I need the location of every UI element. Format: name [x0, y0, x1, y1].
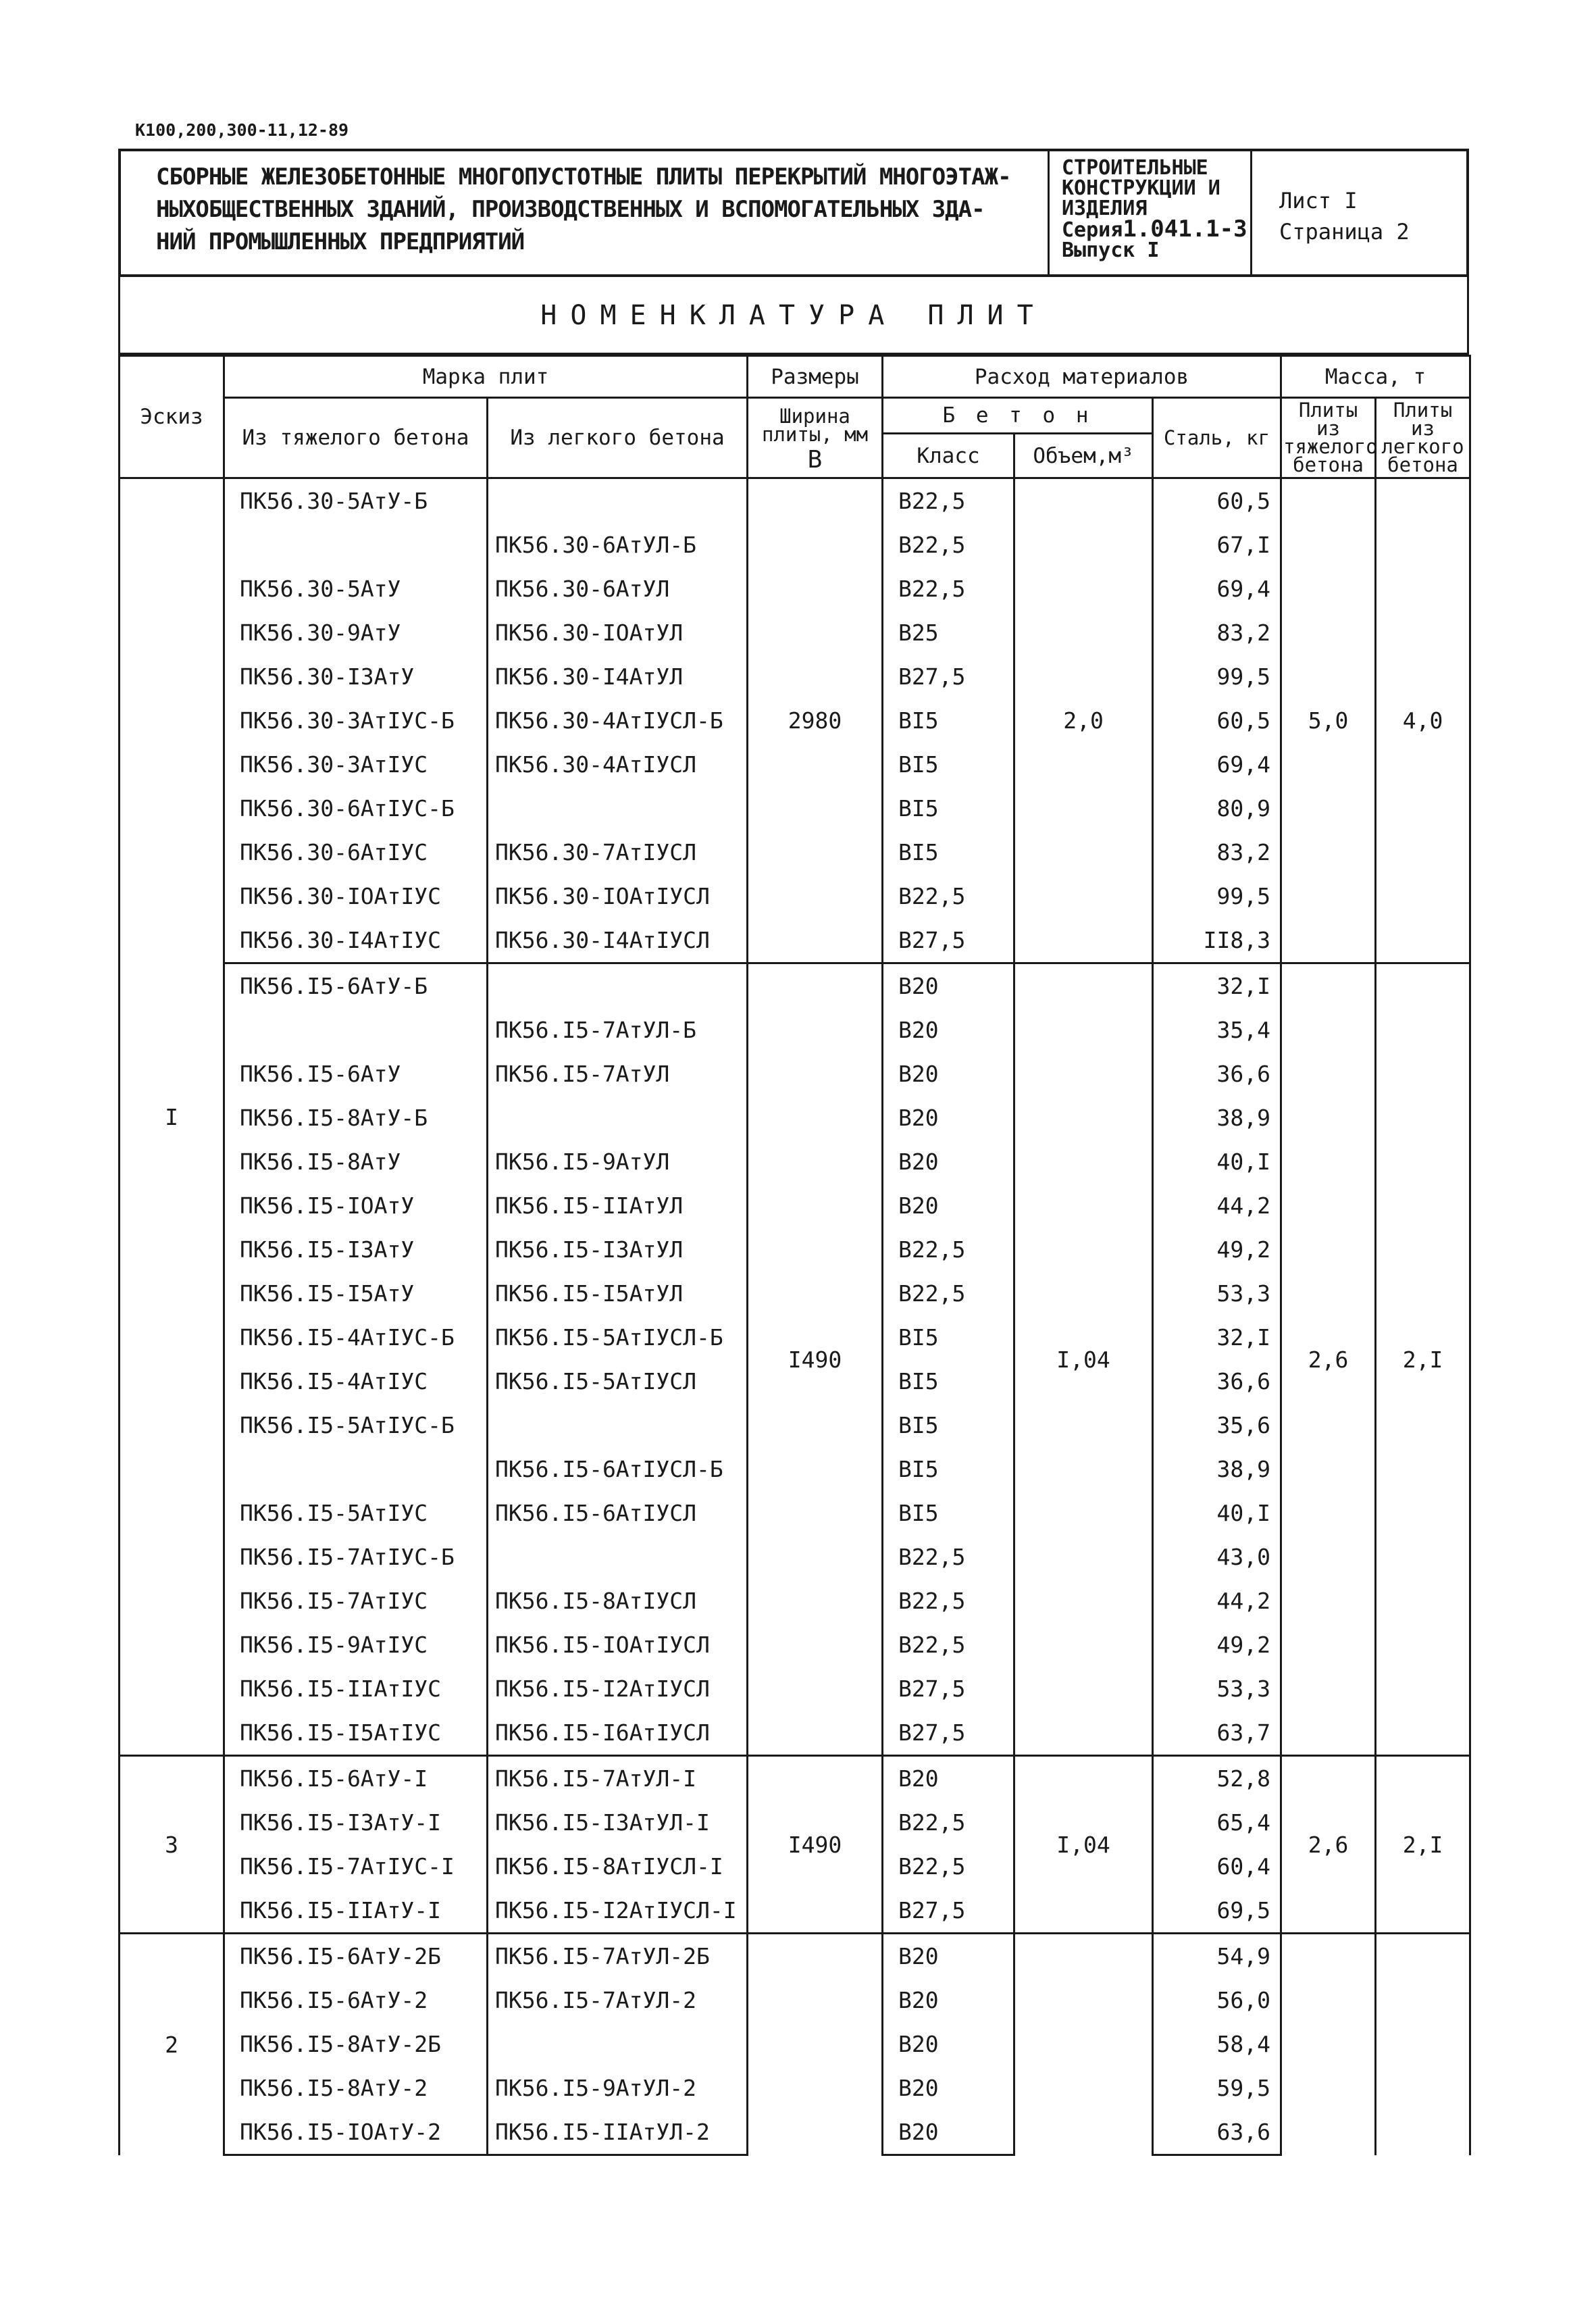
- volume-cell: [1014, 1934, 1153, 2155]
- col-sketch: Эскиз: [120, 356, 224, 478]
- light-mark-cell: [488, 1096, 748, 1140]
- col-volume: Объем,м³: [1014, 434, 1153, 478]
- class-cell: ВI5: [883, 786, 1014, 830]
- heavy-mark-cell: ПК56.I5-6АтУ: [224, 1052, 488, 1096]
- light-mark-cell: ПК56.I5-8АтIУСЛ-I: [488, 1844, 748, 1888]
- heavy-mark-cell: ПК56.I5-4АтIУС-Б: [224, 1315, 488, 1359]
- steel-cell: 49,2: [1153, 1623, 1281, 1667]
- class-cell: В20: [883, 2022, 1014, 2066]
- light-mark-cell: [488, 1403, 748, 1447]
- table-row: [120, 1934, 1470, 1979]
- light-mark-cell: ПК56.I5-I3АтУЛ: [488, 1228, 748, 1272]
- title-line: СБОРНЫЕ ЖЕЛЕЗОБЕТОННЫЕ МНОГОПУСТОТНЫЕ ПЛИТЫ ПЕРЕКРЫТИЙ МНОГОЭТАЖ-: [156, 164, 1011, 191]
- steel-cell: 99,5: [1153, 655, 1281, 699]
- class-cell: ВI5: [883, 1491, 1014, 1535]
- light-mark-cell: ПК56.I5-8АтIУСЛ: [488, 1579, 748, 1623]
- light-mark-cell: ПК56.I5-I6АтIУСЛ: [488, 1711, 748, 1756]
- light-mark-cell: ПК56.I5-6АтIУСЛ-Б: [488, 1447, 748, 1491]
- series-block: [1050, 151, 1252, 274]
- steel-cell: 44,2: [1153, 1579, 1281, 1623]
- page-number: Страница 2: [1279, 219, 1410, 245]
- class-cell: В27,5: [883, 655, 1014, 699]
- class-cell: В22,5: [883, 523, 1014, 567]
- light-mark-cell: [488, 2022, 748, 2066]
- steel-cell: 36,6: [1153, 1359, 1281, 1403]
- heavy-mark-cell: ПК56.30-5АтУ-Б: [224, 478, 488, 524]
- light-mark-cell: ПК56.I5-I5АтУЛ: [488, 1272, 748, 1315]
- heavy-mark-cell: ПК56.30-IOАтIУС: [224, 874, 488, 918]
- col-light: Из легкого бетона: [488, 398, 748, 478]
- class-cell: В22,5: [883, 1844, 1014, 1888]
- steel-cell: 35,6: [1153, 1403, 1281, 1447]
- document-code: К100,200,300-11,12-89: [135, 120, 349, 140]
- light-mark-cell: [488, 478, 748, 524]
- steel-cell: 53,3: [1153, 1667, 1281, 1711]
- steel-cell: 58,4: [1153, 2022, 1281, 2066]
- steel-cell: 99,5: [1153, 874, 1281, 918]
- class-cell: ВI5: [883, 1359, 1014, 1403]
- light-mark-cell: ПК56.30-I4АтУЛ: [488, 655, 748, 699]
- sketch-cell: I: [120, 478, 224, 1756]
- document-title: [121, 151, 1050, 274]
- steel-cell: 49,2: [1153, 1228, 1281, 1272]
- mass-heavy-cell: 2,6: [1281, 1756, 1376, 1934]
- steel-cell: 63,7: [1153, 1711, 1281, 1756]
- class-cell: В27,5: [883, 1711, 1014, 1756]
- heavy-mark-cell: ПК56.I5-I3АтУ-I: [224, 1801, 488, 1844]
- light-mark-cell: ПК56.30-I4АтIУСЛ: [488, 918, 748, 963]
- light-mark-cell: ПК56.I5-I2АтIУСЛ: [488, 1667, 748, 1711]
- mass-light-cell: 4,0: [1376, 478, 1470, 963]
- sketch-cell: 3: [120, 1756, 224, 1934]
- class-cell: ВI5: [883, 1447, 1014, 1491]
- heavy-mark-cell: ПК56.I5-IOАтУ-2: [224, 2110, 488, 2155]
- heavy-mark-cell: ПК56.30-3АтIУС: [224, 743, 488, 786]
- col-consumption: Расход материалов: [883, 356, 1281, 398]
- title-block: [118, 149, 1469, 277]
- width-cell: I490: [748, 963, 883, 1756]
- light-mark-cell: ПК56.I5-IOАтIУСЛ: [488, 1623, 748, 1667]
- sheet-number: Лист I: [1279, 188, 1358, 213]
- steel-cell: 69,5: [1153, 1888, 1281, 1934]
- col-concrete: Б е т о н: [883, 398, 1153, 434]
- light-mark-cell: ПК56.30-4АтIУСЛ: [488, 743, 748, 786]
- class-cell: ВI5: [883, 699, 1014, 743]
- heavy-mark-cell: ПК56.I5-5АтIУС: [224, 1491, 488, 1535]
- class-cell: В20: [883, 1096, 1014, 1140]
- light-mark-cell: ПК56.I5-5АтIУСЛ-Б: [488, 1315, 748, 1359]
- steel-cell: 60,4: [1153, 1844, 1281, 1888]
- nomenclature-table-wrap: [118, 355, 1469, 2156]
- heavy-mark-cell: ПК56.I5-I5АтУ: [224, 1272, 488, 1315]
- steel-cell: 59,5: [1153, 2066, 1281, 2110]
- class-cell: В20: [883, 2110, 1014, 2155]
- steel-cell: II8,3: [1153, 918, 1281, 963]
- light-mark-cell: ПК56.30-IOАтIУСЛ: [488, 874, 748, 918]
- light-mark-cell: ПК56.30-6АтУЛ-Б: [488, 523, 748, 567]
- steel-cell: 67,I: [1153, 523, 1281, 567]
- width-cell: 2980: [748, 478, 883, 963]
- steel-cell: 83,2: [1153, 611, 1281, 655]
- mass-light-cell: 2,I: [1376, 963, 1470, 1756]
- class-cell: В20: [883, 1934, 1014, 1979]
- steel-cell: 40,I: [1153, 1491, 1281, 1535]
- class-cell: ВI5: [883, 743, 1014, 786]
- class-cell: В22,5: [883, 1801, 1014, 1844]
- volume-cell: I,04: [1014, 1756, 1153, 1934]
- light-mark-cell: ПК56.I5-7АтУЛ-Б: [488, 1008, 748, 1052]
- steel-cell: 65,4: [1153, 1801, 1281, 1844]
- mass-heavy-cell: 5,0: [1281, 478, 1376, 963]
- width-cell: I490: [748, 1756, 883, 1934]
- issue-line: Выпуск I: [1062, 238, 1160, 262]
- heavy-mark-cell: ПК56.I5-IIАтIУС: [224, 1667, 488, 1711]
- steel-cell: 63,6: [1153, 2110, 1281, 2155]
- light-mark-cell: ПК56.30-4АтIУСЛ-Б: [488, 699, 748, 743]
- class-cell: В22,5: [883, 1228, 1014, 1272]
- light-mark-cell: [488, 963, 748, 1009]
- steel-cell: 69,4: [1153, 567, 1281, 611]
- class-cell: ВI5: [883, 830, 1014, 874]
- steel-cell: 80,9: [1153, 786, 1281, 830]
- sketch-cell: 2: [120, 1934, 224, 2155]
- class-cell: ВI5: [883, 1403, 1014, 1447]
- steel-cell: 36,6: [1153, 1052, 1281, 1096]
- light-mark-cell: ПК56.I5-7АтУЛ: [488, 1052, 748, 1096]
- heavy-mark-cell: ПК56.30-6АтIУС-Б: [224, 786, 488, 830]
- class-cell: В20: [883, 2066, 1014, 2110]
- col-mass-light: Плиты из легкого бетона: [1376, 398, 1470, 478]
- steel-cell: 40,I: [1153, 1140, 1281, 1184]
- col-heavy: Из тяжелого бетона: [224, 398, 488, 478]
- class-cell: В20: [883, 1978, 1014, 2022]
- class-cell: В22,5: [883, 1535, 1014, 1579]
- steel-cell: 44,2: [1153, 1184, 1281, 1228]
- heavy-mark-cell: [224, 523, 488, 567]
- heavy-mark-cell: ПК56.I5-7АтIУС: [224, 1579, 488, 1623]
- class-cell: В22,5: [883, 1623, 1014, 1667]
- table-row: [120, 478, 1470, 524]
- title-line: НЫХОБЩЕСТВЕННЫХ ЗДАНИЙ, ПРОИЗВОДСТВЕННЫХ И ВСПОМОГАТЕЛЬНЫХ ЗДА-: [156, 196, 985, 223]
- steel-cell: 60,5: [1153, 478, 1281, 524]
- heavy-mark-cell: ПК56.30-I4АтIУС: [224, 918, 488, 963]
- category-line: СТРОИТЕЛЬНЫЕ: [1062, 156, 1208, 180]
- col-mass: Масса, т: [1281, 356, 1470, 398]
- light-mark-cell: ПК56.I5-IIАтУЛ-2: [488, 2110, 748, 2155]
- category-line: КОНСТРУКЦИИ И: [1062, 176, 1220, 200]
- nomenclature-table: [118, 355, 1471, 2156]
- width-cell: [748, 1934, 883, 2155]
- heavy-mark-cell: ПК56.30-3АтIУС-Б: [224, 699, 488, 743]
- steel-cell: 35,4: [1153, 1008, 1281, 1052]
- sheet-block: [1252, 151, 1472, 274]
- class-cell: В20: [883, 1756, 1014, 1801]
- class-cell: В27,5: [883, 918, 1014, 963]
- heavy-mark-cell: ПК56.I5-6АтУ-2: [224, 1978, 488, 2022]
- light-mark-cell: ПК56.I5-9АтУЛ-2: [488, 2066, 748, 2110]
- table-title: НОМЕНКЛАТУРА ПЛИТ: [118, 277, 1469, 355]
- heavy-mark-cell: ПК56.I5-I5АтIУС: [224, 1711, 488, 1756]
- light-mark-cell: [488, 1535, 748, 1579]
- light-mark-cell: ПК56.30-7АтIУСЛ: [488, 830, 748, 874]
- light-mark-cell: ПК56.I5-I2АтIУСЛ-I: [488, 1888, 748, 1934]
- heavy-mark-cell: ПК56.I5-7АтIУС-I: [224, 1844, 488, 1888]
- volume-cell: I,04: [1014, 963, 1153, 1756]
- class-cell: В22,5: [883, 1579, 1014, 1623]
- class-cell: В22,5: [883, 478, 1014, 524]
- heavy-mark-cell: ПК56.I5-8АтУ: [224, 1140, 488, 1184]
- light-mark-cell: ПК56.I5-7АтУЛ-I: [488, 1756, 748, 1801]
- series-value: 1.041.1-3: [1123, 216, 1247, 243]
- light-mark-cell: ПК56.I5-5АтIУСЛ: [488, 1359, 748, 1403]
- steel-cell: 43,0: [1153, 1535, 1281, 1579]
- heavy-mark-cell: [224, 1447, 488, 1491]
- class-cell: В20: [883, 1008, 1014, 1052]
- col-class: Класс: [883, 434, 1014, 478]
- heavy-mark-cell: ПК56.I5-6АтУ-I: [224, 1756, 488, 1801]
- class-cell: В20: [883, 1052, 1014, 1096]
- light-mark-cell: ПК56.I5-7АтУЛ-2: [488, 1978, 748, 2022]
- col-size: Размеры: [748, 356, 883, 398]
- light-mark-cell: ПК56.I5-IIАтУЛ: [488, 1184, 748, 1228]
- steel-cell: 83,2: [1153, 830, 1281, 874]
- steel-cell: 60,5: [1153, 699, 1281, 743]
- class-cell: ВI5: [883, 1315, 1014, 1359]
- mass-light-cell: 2,I: [1376, 1756, 1470, 1934]
- heavy-mark-cell: ПК56.I5-6АтУ-Б: [224, 963, 488, 1009]
- mass-heavy-cell: 2,6: [1281, 963, 1376, 1756]
- class-cell: В20: [883, 1184, 1014, 1228]
- col-mark: Марка плит: [224, 356, 748, 398]
- heavy-mark-cell: ПК56.I5-8АтУ-Б: [224, 1096, 488, 1140]
- steel-cell: 69,4: [1153, 743, 1281, 786]
- category-line: ИЗДЕЛИЯ: [1062, 197, 1148, 220]
- heavy-mark-cell: ПК56.30-9АтУ: [224, 611, 488, 655]
- class-cell: В25: [883, 611, 1014, 655]
- class-cell: В27,5: [883, 1667, 1014, 1711]
- heavy-mark-cell: ПК56.I5-7АтIУС-Б: [224, 1535, 488, 1579]
- heavy-mark-cell: ПК56.I5-8АтУ-2: [224, 2066, 488, 2110]
- steel-cell: 32,I: [1153, 1315, 1281, 1359]
- heavy-mark-cell: [224, 1008, 488, 1052]
- steel-cell: 38,9: [1153, 1096, 1281, 1140]
- col-steel: Сталь, кг: [1153, 398, 1281, 478]
- steel-cell: 56,0: [1153, 1978, 1281, 2022]
- mass-light-cell: [1376, 1934, 1470, 2155]
- light-mark-cell: ПК56.30-IOАтУЛ: [488, 611, 748, 655]
- series-line: [1062, 216, 1250, 243]
- heavy-mark-cell: ПК56.30-I3АтУ: [224, 655, 488, 699]
- class-cell: В22,5: [883, 874, 1014, 918]
- light-mark-cell: ПК56.I5-6АтIУСЛ: [488, 1491, 748, 1535]
- light-mark-cell: ПК56.I5-I3АтУЛ-I: [488, 1801, 748, 1844]
- heavy-mark-cell: ПК56.I5-IOАтУ: [224, 1184, 488, 1228]
- light-mark-cell: ПК56.30-6АтУЛ: [488, 567, 748, 611]
- light-mark-cell: [488, 786, 748, 830]
- light-mark-cell: ПК56.I5-9АтУЛ: [488, 1140, 748, 1184]
- steel-cell: 53,3: [1153, 1272, 1281, 1315]
- class-cell: В20: [883, 1140, 1014, 1184]
- heavy-mark-cell: ПК56.I5-5АтIУС-Б: [224, 1403, 488, 1447]
- series-label: Серия: [1062, 218, 1123, 242]
- table-row: [120, 1756, 1470, 1801]
- class-cell: В20: [883, 963, 1014, 1009]
- mass-heavy-cell: [1281, 1934, 1376, 2155]
- heavy-mark-cell: ПК56.I5-9АтIУС: [224, 1623, 488, 1667]
- title-line: НИЙ ПРОМЫШЛЕННЫХ ПРЕДПРИЯТИЙ: [156, 228, 525, 255]
- light-mark-cell: ПК56.I5-7АтУЛ-2Б: [488, 1934, 748, 1979]
- heavy-mark-cell: ПК56.I5-8АтУ-2Б: [224, 2022, 488, 2066]
- col-width-symbol: В: [807, 445, 823, 474]
- steel-cell: 52,8: [1153, 1756, 1281, 1801]
- col-width-label: Ширина плиты, мм: [761, 404, 869, 446]
- steel-cell: 38,9: [1153, 1447, 1281, 1491]
- heavy-mark-cell: ПК56.I5-6АтУ-2Б: [224, 1934, 488, 1979]
- col-mass-heavy: Плиты из тяжелого бетона: [1281, 398, 1376, 478]
- heavy-mark-cell: ПК56.I5-I3АтУ: [224, 1228, 488, 1272]
- class-cell: В22,5: [883, 1272, 1014, 1315]
- class-cell: В27,5: [883, 1888, 1014, 1934]
- table-body: [120, 478, 1470, 2155]
- steel-cell: 54,9: [1153, 1934, 1281, 1979]
- table-row: [120, 963, 1470, 1009]
- steel-cell: 32,I: [1153, 963, 1281, 1009]
- heavy-mark-cell: ПК56.I5-IIАтУ-I: [224, 1888, 488, 1934]
- heavy-mark-cell: ПК56.I5-4АтIУС: [224, 1359, 488, 1403]
- col-width: [748, 398, 883, 478]
- heavy-mark-cell: ПК56.30-6АтIУС: [224, 830, 488, 874]
- class-cell: В22,5: [883, 567, 1014, 611]
- volume-cell: 2,0: [1014, 478, 1153, 963]
- heavy-mark-cell: ПК56.30-5АтУ: [224, 567, 488, 611]
